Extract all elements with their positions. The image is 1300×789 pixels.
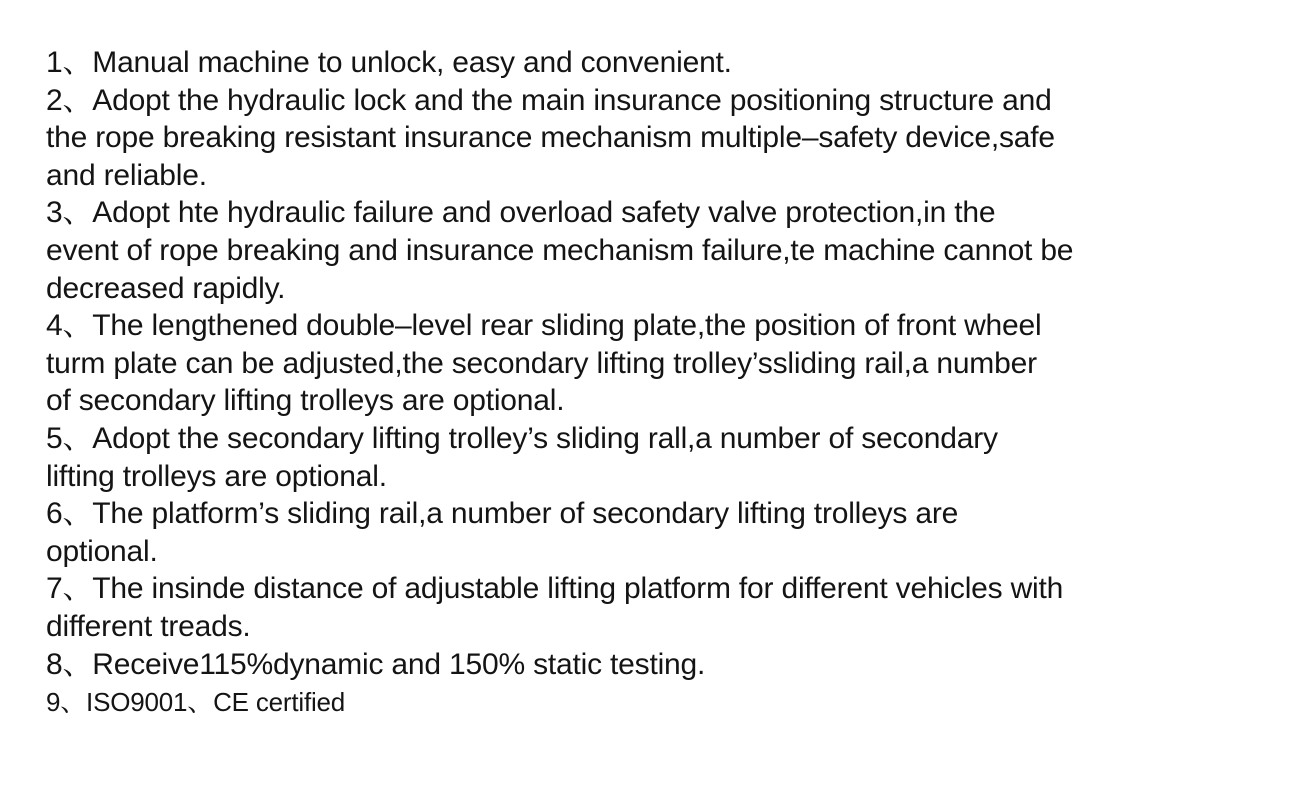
item-7-line-1: 7、The insinde distance of adjustable lifting platform for different vehicles with — [46, 572, 1064, 606]
item-8-line-1: 8、Receive115%dynamic and 150% static testing. — [46, 647, 706, 681]
list-item-8 — [46, 646, 1286, 684]
item-1-line-1: 1、Manual machine to unlock, easy and convenient. — [46, 46, 732, 79]
feature-list — [46, 44, 1286, 719]
list-item-2 — [46, 82, 1286, 195]
item-5-line-2: lifting trolleys are optional. — [46, 459, 387, 493]
item-6-line-1: 6、The platform’s sliding rail,a number of secondary lifting trolleys are — [46, 497, 959, 531]
item-6-line-2: optional. — [46, 534, 158, 568]
item-2-line-2: the rope breaking resistant insurance mechanism multiple–safety device,safe — [46, 121, 1055, 155]
item-5-line-1: 5、Adopt the secondary lifting trolley’s sliding rall,a number of secondary — [46, 421, 998, 455]
item-3-line-2: event of rope breaking and insurance mechanism failure,te machine cannot be — [46, 233, 1074, 267]
list-item-4 — [46, 307, 1286, 420]
item-9-line-1: 9、ISO9001、CE certified — [46, 687, 346, 718]
list-item-6 — [46, 495, 1286, 570]
item-4-line-1: 4、The lengthened double–level rear sliding plate,the position of front wheel — [46, 309, 1042, 343]
item-4-line-3: of secondary lifting trolleys are optional. — [46, 384, 565, 418]
item-2-line-1: 2、Adopt the hydraulic lock and the main insurance positioning structure and — [46, 83, 1052, 117]
item-3-line-3: decreased rapidly. — [46, 271, 286, 305]
list-item-9 — [46, 685, 1286, 719]
item-2-line-3: and reliable. — [46, 158, 207, 192]
list-item-5 — [46, 420, 1286, 495]
list-item-3 — [46, 194, 1286, 307]
list-item-7 — [46, 570, 1286, 645]
item-7-line-2: different treads. — [46, 609, 251, 643]
list-item-1 — [46, 44, 1286, 82]
item-3-line-1: 3、Adopt hte hydraulic failure and overload safety valve protection,in the — [46, 196, 996, 230]
item-4-line-2: turm plate can be adjusted,the secondary lifting trolley’ssliding rail,a number — [46, 346, 1037, 380]
